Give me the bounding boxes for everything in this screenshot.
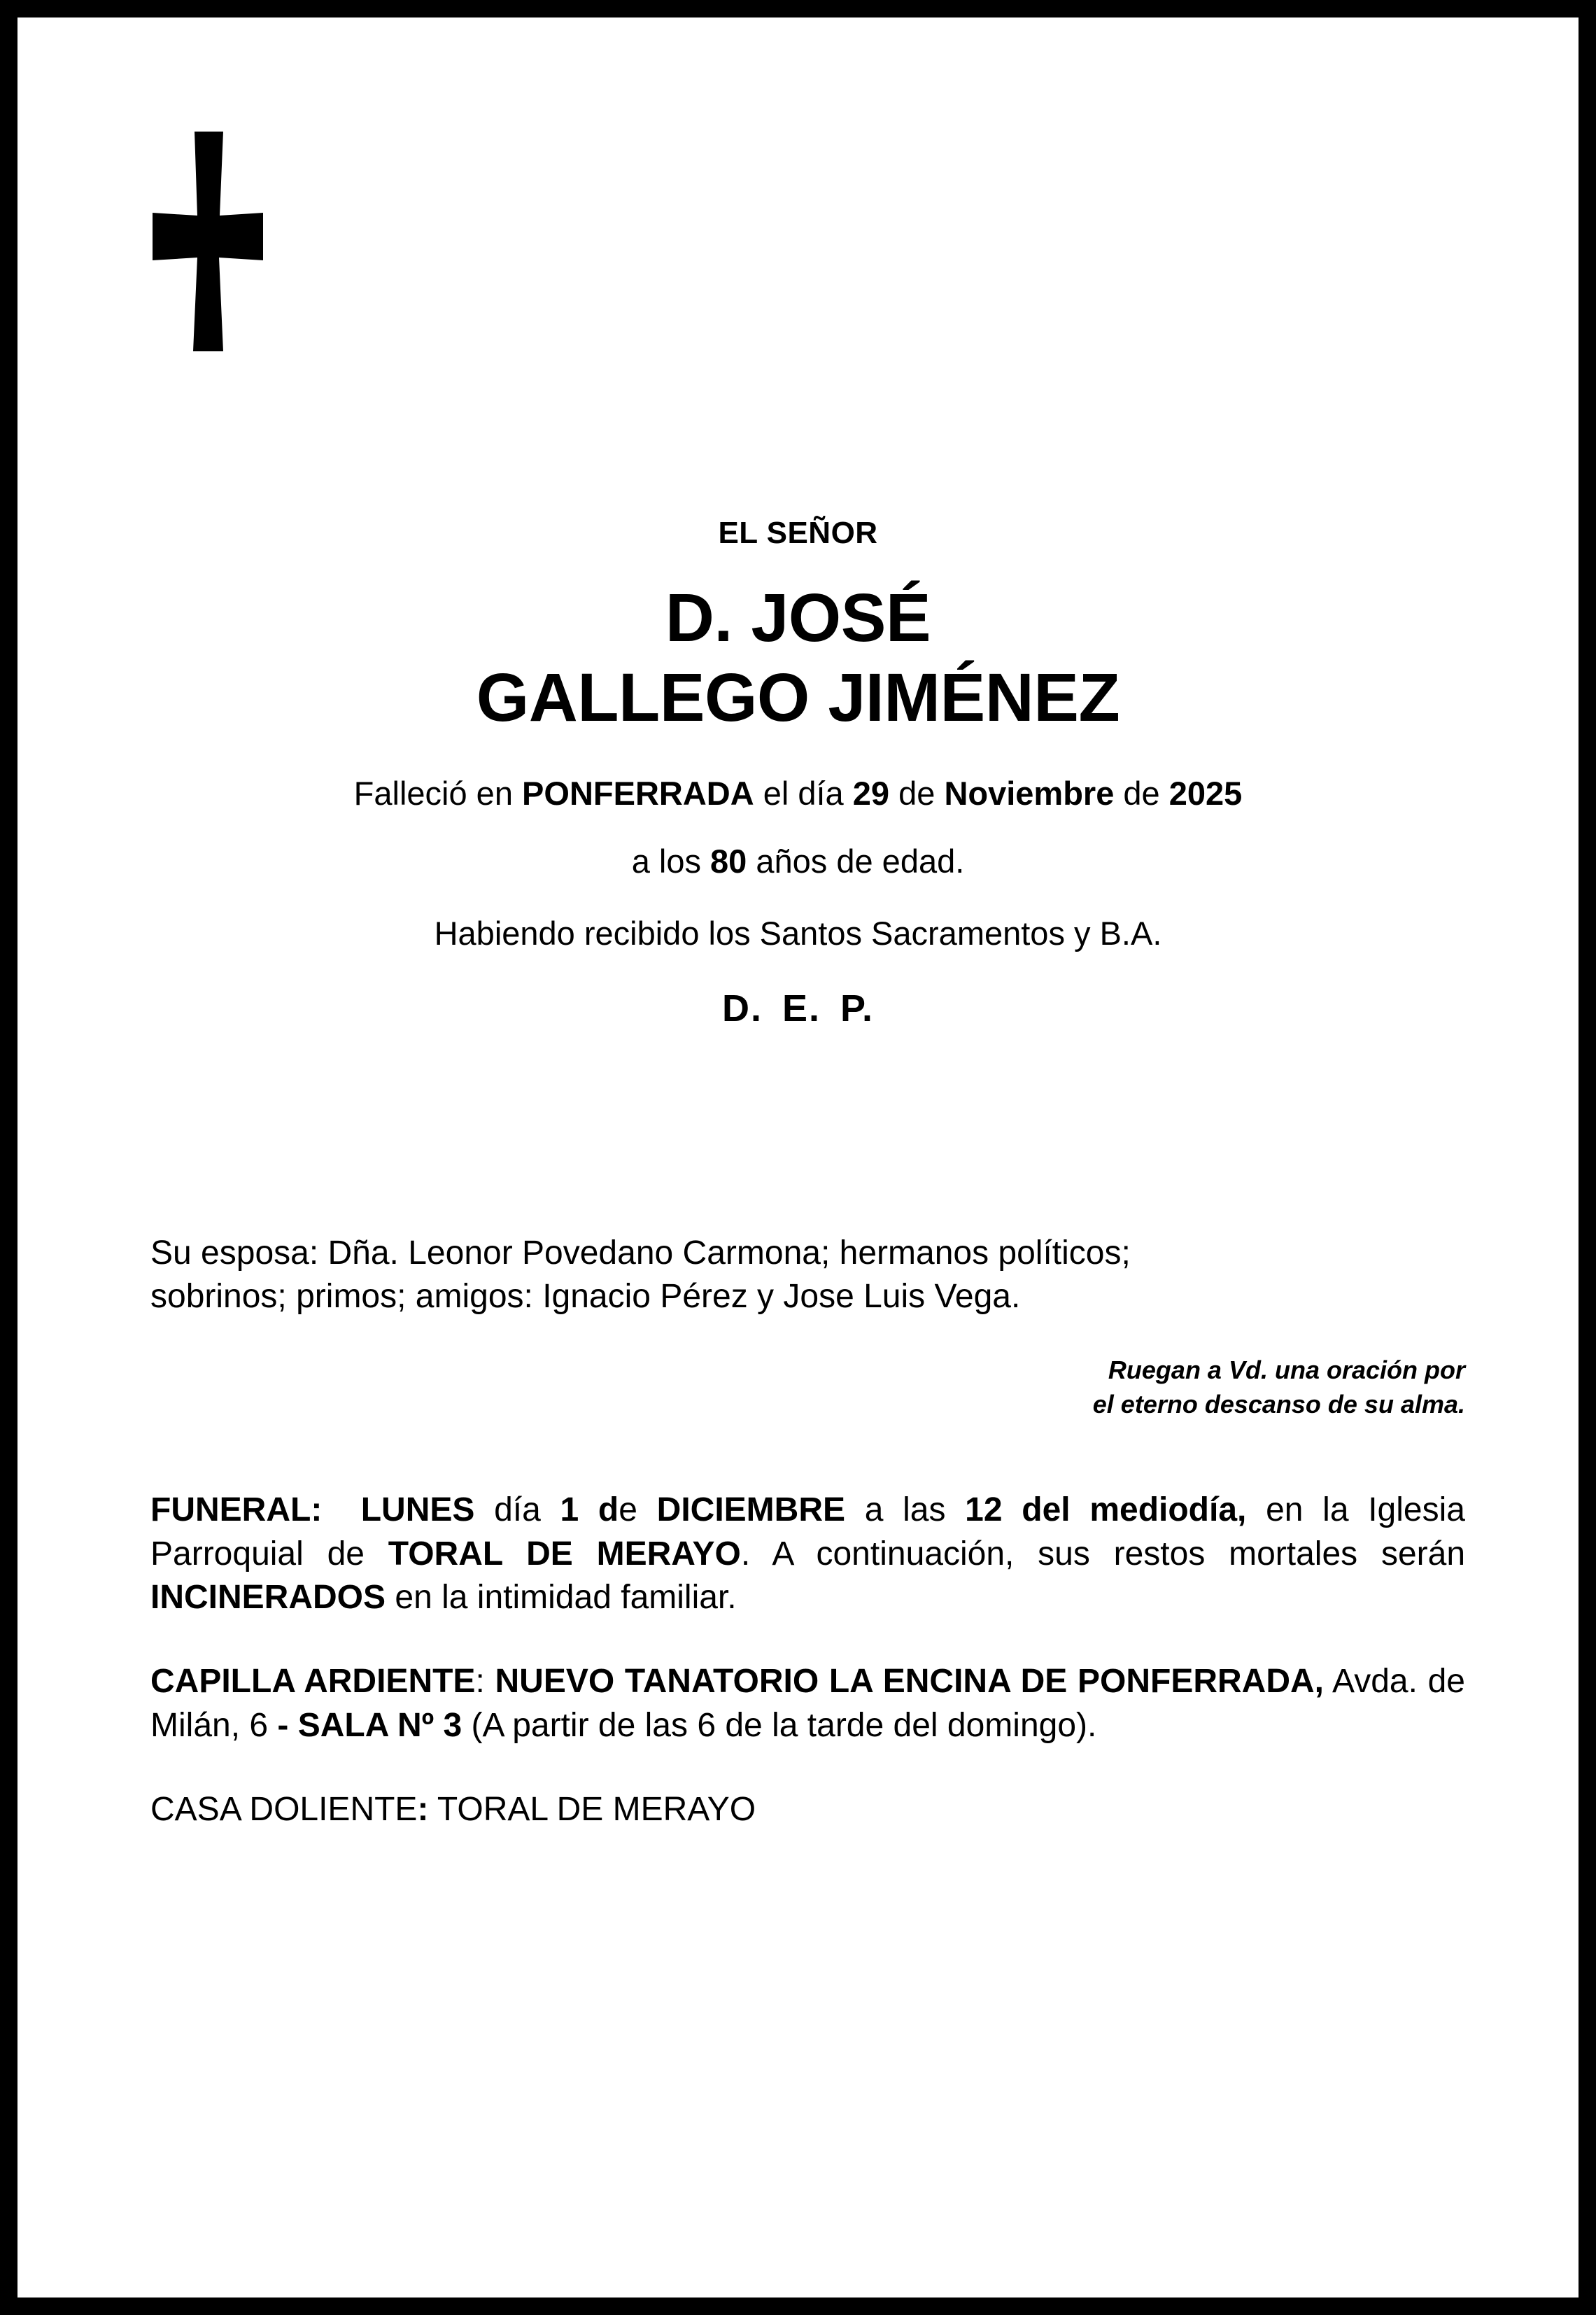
dep-line bbox=[17, 987, 1579, 1030]
chapel-label: CAPILLA ARDIENTE bbox=[150, 1663, 476, 1701]
funeral-time: 12 del mediodía, bbox=[965, 1491, 1247, 1529]
age-line bbox=[17, 840, 1579, 882]
funeral-mid-1: en la Iglesia Parroquial de bbox=[150, 1491, 1465, 1572]
death-mid-2: de bbox=[889, 774, 945, 812]
chapel-paragraph bbox=[150, 1660, 1465, 1747]
esquela-sheet bbox=[17, 17, 1579, 2298]
funeral-mid-2: . A continuación, sus restos mortales serán bbox=[740, 1535, 1466, 1572]
honorific-label: EL SEÑOR bbox=[718, 516, 878, 550]
death-prefix: Falleció en bbox=[353, 774, 523, 812]
funeral-weekday: LUNES bbox=[360, 1491, 475, 1529]
dep-d: D. bbox=[721, 987, 763, 1030]
funeral-time-prefix: a las bbox=[864, 1491, 946, 1529]
funeral-disposition: INCINERADOS bbox=[150, 1578, 386, 1616]
mourning-house-label: CASA DOLIENTE bbox=[150, 1791, 418, 1829]
death-year: 2025 bbox=[1168, 774, 1243, 812]
funeral-month: DICIEMBRE bbox=[656, 1491, 845, 1529]
age-prefix: a los bbox=[631, 843, 711, 880]
esquela-header bbox=[17, 518, 1579, 1030]
deceased-name-line-2: GALLEGO JIMÉNEZ bbox=[476, 659, 1120, 736]
mourning-house-colon: : bbox=[417, 1791, 429, 1829]
dep-e: E. bbox=[782, 987, 821, 1030]
funeral-label: FUNERAL: bbox=[150, 1491, 323, 1529]
death-date-line bbox=[17, 772, 1579, 815]
age-suffix: años de edad. bbox=[747, 843, 965, 880]
chapel-dash: - bbox=[277, 1706, 298, 1744]
funeral-day: 1 d bbox=[560, 1491, 619, 1529]
deceased-name-line-1: D. JOSÉ bbox=[665, 579, 931, 656]
chapel-room: SALA Nº 3 bbox=[297, 1706, 462, 1744]
death-mid-1: el día bbox=[754, 774, 853, 812]
prayer-line-1: Ruegan a Vd. una oración por bbox=[1108, 1355, 1465, 1384]
deceased-name bbox=[17, 578, 1579, 738]
surviving-family-paragraph bbox=[150, 1232, 1465, 1319]
chapel-colon: : bbox=[475, 1663, 485, 1701]
funeral-mid-3: en la intimidad familiar. bbox=[395, 1578, 737, 1616]
mourning-house-paragraph bbox=[150, 1788, 1465, 1831]
death-mid-3: de bbox=[1114, 774, 1169, 812]
death-day: 29 bbox=[852, 774, 890, 812]
funeral-dia-word: día bbox=[494, 1491, 541, 1529]
family-line-2: sobrinos; primos; amigos: Ignacio Pérez y Jose Luis Vega. bbox=[150, 1278, 1021, 1316]
funeral-day-suffix: e bbox=[619, 1491, 637, 1529]
sacraments-line: Habiendo recibido los Santos Sacramentos y B.A. bbox=[434, 915, 1162, 952]
funeral-paragraph bbox=[150, 1489, 1465, 1619]
family-line-1: Su esposa: Dña. Leonor Povedano Carmona; hermanos políticos; bbox=[150, 1234, 1131, 1272]
funeral-church: TORAL DE MERAYO bbox=[388, 1535, 741, 1572]
chapel-venue: NUEVO TANATORIO LA ENCINA DE PONFERRADA, bbox=[495, 1663, 1325, 1701]
dep-p: P. bbox=[840, 987, 875, 1030]
prayer-line-2: el eterno descanso de su alma. bbox=[1092, 1390, 1465, 1419]
death-place: PONFERRADA bbox=[522, 774, 754, 812]
chapel-hours: (A partir de las 6 de la tarde del domingo). bbox=[462, 1706, 1097, 1744]
chapel-address: Avda. de Milán, 6 bbox=[150, 1663, 1465, 1744]
age-value: 80 bbox=[710, 843, 747, 880]
prayer-request-block bbox=[150, 1353, 1465, 1422]
latin-cross-icon bbox=[126, 126, 287, 357]
death-month: Noviembre bbox=[944, 774, 1115, 812]
esquela-body bbox=[150, 1232, 1465, 1831]
mourning-house-location: TORAL DE MERAYO bbox=[428, 1791, 756, 1829]
